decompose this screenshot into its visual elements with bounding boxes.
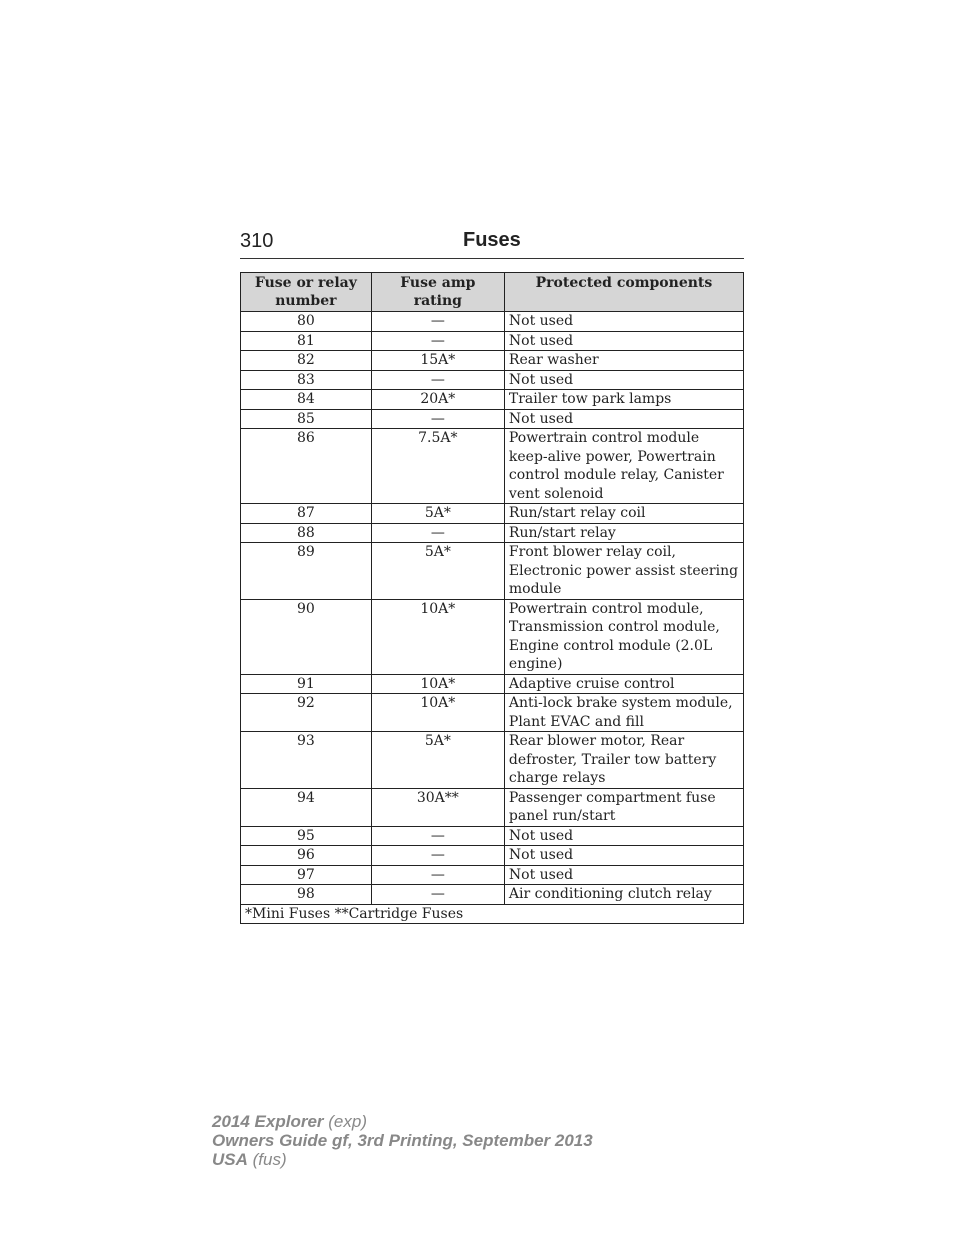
fuse-number: 81 — [241, 331, 372, 351]
amp-rating: — — [371, 826, 504, 846]
table-row — [241, 885, 744, 905]
footer-model-code: (exp) — [328, 1112, 367, 1131]
protected-components: Run/start relay coil — [504, 504, 743, 524]
fuse-number: 91 — [241, 674, 372, 694]
table-row — [241, 674, 744, 694]
table-row — [241, 543, 744, 600]
footer-market-code: (fus) — [252, 1150, 287, 1169]
amp-rating: — — [371, 865, 504, 885]
amp-rating: 20A* — [371, 390, 504, 410]
footer-market: USA — [212, 1150, 248, 1169]
amp-rating: — — [371, 846, 504, 866]
table-row — [241, 846, 744, 866]
protected-components: Not used — [504, 846, 743, 866]
table-row — [241, 826, 744, 846]
amp-rating: 15A* — [371, 351, 504, 371]
amp-rating: — — [371, 523, 504, 543]
protected-components: Rear washer — [504, 351, 743, 371]
fuse-number: 92 — [241, 694, 372, 732]
document-footer — [212, 1112, 593, 1169]
protected-components: Not used — [504, 409, 743, 429]
page-title: Fuses — [463, 229, 521, 251]
fuse-number: 88 — [241, 523, 372, 543]
amp-rating: — — [371, 331, 504, 351]
table-row — [241, 504, 744, 524]
amp-rating: 5A* — [371, 732, 504, 789]
fuse-number: 80 — [241, 312, 372, 332]
protected-components: Run/start relay — [504, 523, 743, 543]
table-row — [241, 370, 744, 390]
protected-components: Not used — [504, 370, 743, 390]
amp-rating: 7.5A* — [371, 429, 504, 504]
page-number: 310 — [240, 230, 274, 252]
protected-components: Passenger compartment fuse panel run/start — [504, 788, 743, 826]
protected-components: Air conditioning clutch relay — [504, 885, 743, 905]
protected-components: Front blower relay coil, Electronic power assist steering module — [504, 543, 743, 600]
table-row — [241, 331, 744, 351]
table-row — [241, 732, 744, 789]
fuse-number: 96 — [241, 846, 372, 866]
fuse-number: 89 — [241, 543, 372, 600]
table-row — [241, 523, 744, 543]
table-row — [241, 351, 744, 371]
fuse-number: 86 — [241, 429, 372, 504]
amp-rating: 10A* — [371, 599, 504, 674]
amp-rating: — — [371, 312, 504, 332]
table-row — [241, 694, 744, 732]
table-row — [241, 429, 744, 504]
table-row — [241, 312, 744, 332]
protected-components: Powertrain control module, Transmission control module, Engine control module (2.0L engine) — [504, 599, 743, 674]
footer-line-3 — [212, 1150, 593, 1169]
column-header-amp-rating: Fuse amp rating — [371, 273, 504, 312]
amp-rating: — — [371, 885, 504, 905]
fuse-number: 94 — [241, 788, 372, 826]
fuse-number: 93 — [241, 732, 372, 789]
protected-components: Trailer tow park lamps — [504, 390, 743, 410]
protected-components: Not used — [504, 331, 743, 351]
table-header-row — [241, 273, 744, 312]
column-header-fuse-number: Fuse or relay number — [241, 273, 372, 312]
protected-components: Anti-lock brake system module, Plant EVAC and fill — [504, 694, 743, 732]
amp-rating: — — [371, 409, 504, 429]
table-row — [241, 599, 744, 674]
fuse-number: 90 — [241, 599, 372, 674]
table-row — [241, 409, 744, 429]
table-row — [241, 788, 744, 826]
fuse-table — [240, 272, 744, 924]
fuse-number: 97 — [241, 865, 372, 885]
fuse-number: 83 — [241, 370, 372, 390]
footer-line-1 — [212, 1112, 593, 1131]
amp-rating: 10A* — [371, 694, 504, 732]
footer-model: 2014 Explorer — [212, 1112, 324, 1131]
table-footnote-row — [241, 904, 744, 924]
table-footnote: *Mini Fuses **Cartridge Fuses — [241, 904, 744, 924]
amp-rating: 10A* — [371, 674, 504, 694]
protected-components: Rear blower motor, Rear defroster, Trailer tow battery charge relays — [504, 732, 743, 789]
amp-rating: 30A** — [371, 788, 504, 826]
protected-components: Powertrain control module keep-alive power, Powertrain control module relay, Canister vent solenoid — [504, 429, 743, 504]
fuse-number: 95 — [241, 826, 372, 846]
protected-components: Not used — [504, 865, 743, 885]
table-body — [241, 312, 744, 924]
amp-rating: 5A* — [371, 504, 504, 524]
footer-line-2: Owners Guide gf, 3rd Printing, September 2013 — [212, 1131, 593, 1150]
protected-components: Adaptive cruise control — [504, 674, 743, 694]
fuse-number: 82 — [241, 351, 372, 371]
amp-rating: 5A* — [371, 543, 504, 600]
protected-components: Not used — [504, 312, 743, 332]
protected-components: Not used — [504, 826, 743, 846]
column-header-protected-components: Protected components — [504, 273, 743, 312]
page-header — [240, 228, 744, 259]
fuse-number: 98 — [241, 885, 372, 905]
fuse-number: 87 — [241, 504, 372, 524]
table-row — [241, 390, 744, 410]
table-row — [241, 865, 744, 885]
fuse-number: 85 — [241, 409, 372, 429]
fuse-number: 84 — [241, 390, 372, 410]
amp-rating: — — [371, 370, 504, 390]
